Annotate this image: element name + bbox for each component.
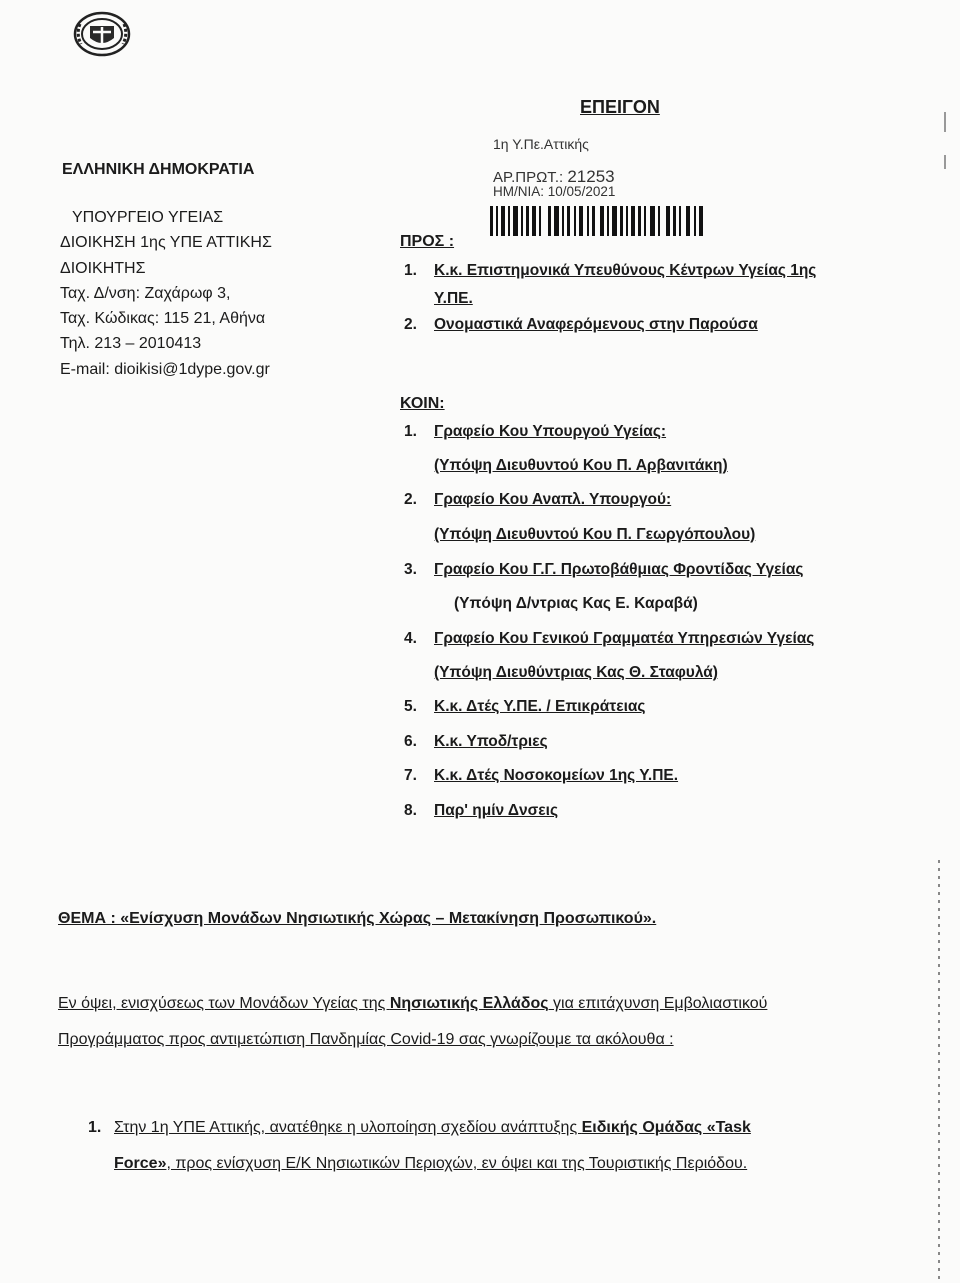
sender-line: Ταχ. Κώδικας: 115 21, Αθήνα [60,310,266,328]
item-text-part: Στην 1η ΥΠΕ Αττικής, ανατέθηκε η υλοποίηση σχεδίου ανάπτυξης [114,1119,582,1136]
protocol-number: 21253 [567,167,615,186]
item-text [114,1110,793,1182]
barcode-icon [490,206,710,238]
item-number: 5. [404,698,417,715]
intro-text: Εν όψει, ενισχύσεως των Μονάδων Υγείας της [58,995,390,1012]
date-label: ΗΜ/ΝΙΑ: [493,184,545,199]
to-item [404,316,758,334]
item-text-part: , προς ενίσχυση Ε/Κ Νησιωτικών Περιοχών, εν όψει και της Τουριστικής Περιόδου. [166,1155,748,1172]
item-text: Κ.κ. Δτές Υ.ΠΕ. / Επικράτειας [434,698,646,715]
to-item [404,262,816,280]
cc-item [404,561,803,579]
item-number: 4. [404,630,417,647]
cc-item [404,802,558,820]
intro-bold-text: Νησιωτικής Ελλάδος [389,995,549,1012]
cc-item-note: (Υπόψη Διευθύντριας Κας Θ. Σταφυλά) [434,664,718,681]
to-heading: ΠΡΟΣ : [400,233,455,250]
sender-line: ΔΙΟΙΚΗΤΗΣ [60,259,146,277]
cc-item-note: (Υπόψη Διευθυντού Κου Π. Αρβανιτάκη) [434,457,728,474]
item-text: Γραφείο Κου Γ.Γ. Πρωτοβάθμιας Φροντίδας Υγείας [434,561,804,578]
sender-line: ΥΠΟΥΡΓΕΙΟ ΥΓΕΙΑΣ [72,209,224,226]
coat-of-arms-icon [72,10,132,58]
item-number: 1. [88,1119,102,1136]
stamp-office: 1η Υ.Πε.Αττικής [493,136,589,152]
cc-item [404,491,671,509]
item-text: Κ.κ. Επιστημονικά Υπευθύνους Κέντρων Υγείας 1ης [434,262,817,279]
item-number: 2. [404,316,417,333]
scan-edge-line [938,860,940,1280]
cc-heading: ΚΟΙΝ: [400,395,445,412]
item-text: Γραφείο Κου Γενικού Γραμματέα Υπηρεσιών Υγείας [434,630,815,647]
sender-line: Τηλ. 213 – 2010413 [60,335,202,353]
intro-text-rest: για επιτάχυνση Εμβολιαστικού Προγράμματος προς αντιμετώπιση Πανδημίας Covid-19 σας γνωρίζουμε τα ακόλουθα : [58,995,768,1048]
body-intro [58,986,793,1058]
item-continuation: Υ.ΠΕ. [434,290,473,307]
item-number: 8. [404,802,417,819]
cc-item [404,630,814,648]
sender-line: ΔΙΟΙΚΗΣΗ 1ης ΥΠΕ ΑΤΤΙΚΗΣ [60,234,272,252]
body-item-1 [88,1110,793,1182]
cc-item-note: (Υπόψη Διευθυντού Κου Π. Γεωργόπουλου) [434,526,756,543]
sender-line: Ταχ. Δ/νση: Ζαχάρωφ 3, [60,284,231,302]
scan-edge-mark [944,155,946,169]
item-number: 2. [404,491,417,508]
republic-title: ΕΛΛΗΝΙΚΗ ΔΗΜΟΚΡΑΤΙΑ [62,161,255,178]
cc-item [404,423,666,441]
cc-item [404,767,678,785]
stamp-date [493,184,615,199]
sender-email: E-mail: dioikisi@1dype.gov.gr [60,360,270,378]
item-text: Γραφείο Κου Αναπλ. Υπουργού: [434,491,672,508]
protocol-label: ΑΡ.ΠΡΩΤ.: [493,169,564,186]
item-text: Ονομαστικά Αναφερόμενους στην Παρούσα [434,316,758,333]
cc-item [404,698,645,716]
item-number: 3. [404,561,417,578]
item-number: 1. [404,262,417,279]
item-number: 1. [404,423,417,440]
cc-item [404,733,548,751]
date-value: 10/05/2021 [547,184,616,199]
scan-edge-mark [944,112,946,132]
subject-line: ΘΕΜΑ : «Ενίσχυση Μονάδων Νησιωτικής Χώρας – Μετακίνηση Προσωπικού». [58,910,657,927]
item-text: Γραφείο Κου Υπουργού Υγείας: [434,423,667,440]
item-number: 6. [404,733,417,750]
item-number: 7. [404,767,417,784]
urgent-label: ΕΠΕΙΓΟΝ [580,97,660,117]
item-text: Κ.κ. Δτές Νοσοκομείων 1ης Υ.ΠΕ. [434,767,679,784]
item-text: Παρ' ημίν Δνσεις [434,802,558,819]
item-text: Κ.κ. Υποδ/τριες [434,733,548,750]
sender-block [60,205,272,382]
item-bold-text: Ειδικής Ομάδας «Task Force» [114,1119,751,1172]
cc-item-note: (Υπόψη Δ/ντριας Κας Ε. Καραβά) [454,595,698,612]
